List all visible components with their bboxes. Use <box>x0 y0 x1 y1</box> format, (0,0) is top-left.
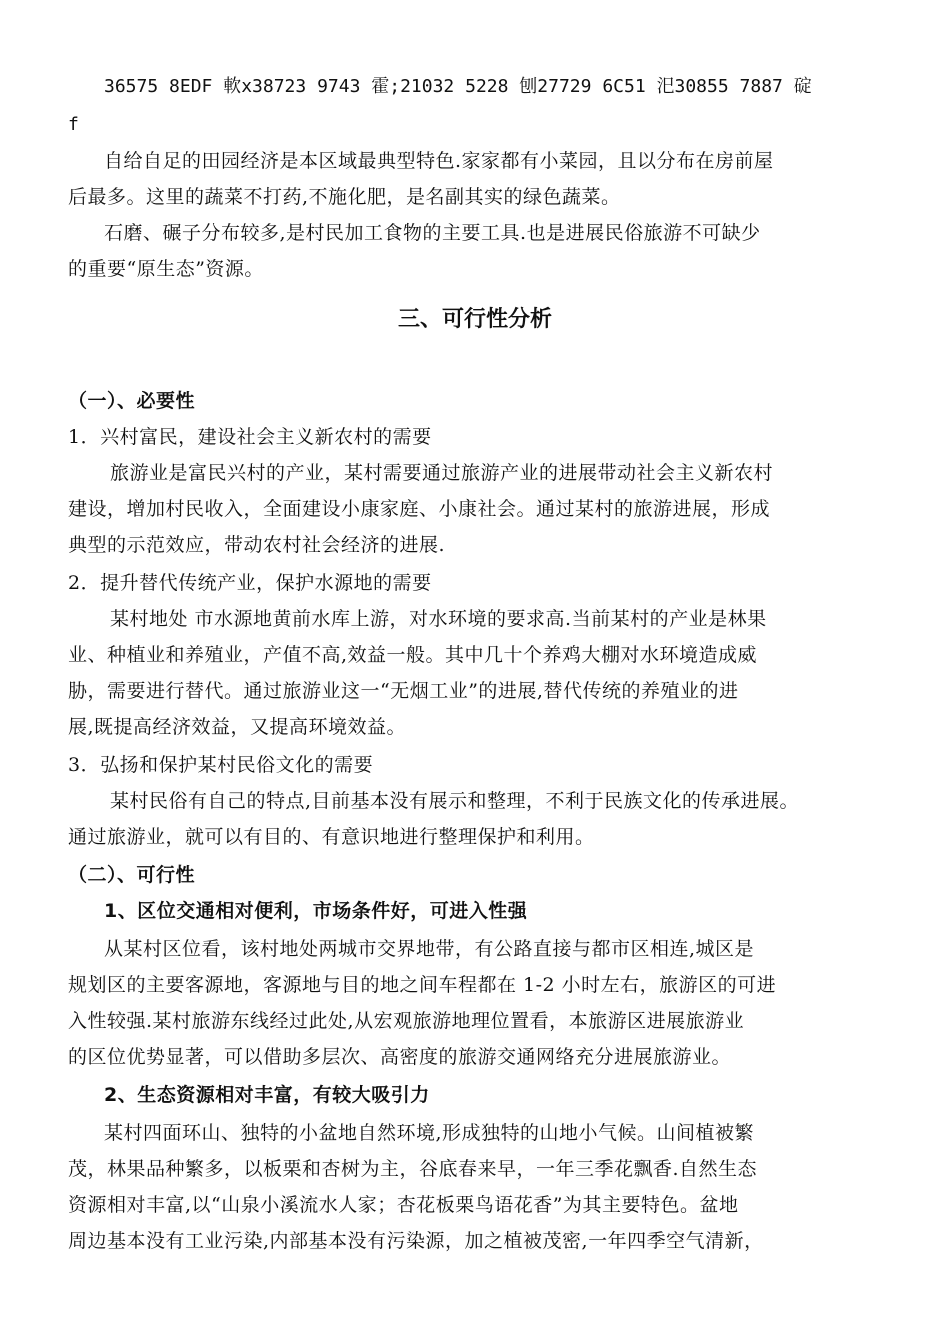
bold-subheading: 2、生态资源相对丰富，有较大吸引力 <box>104 1084 430 1106</box>
bold-subheading: 1、区位交通相对便利，市场条件好，可进入性强 <box>104 900 528 922</box>
numbered-item-heading: 2．提升替代传统产业，保护水源地的需要 <box>68 572 432 594</box>
paragraph-line: 的区位优势显著，可以借助多层次、高密度的旅游交通网络充分进展旅游业。 <box>68 1046 732 1068</box>
paragraph-line: 后最多。这里的蔬菜不打药,不施化肥，是名副其实的绿色蔬菜。 <box>68 186 621 208</box>
paragraph-line: 从某村区位看，该村地处两城市交界地带，有公路直接与都市区相连,城区是 <box>104 938 755 960</box>
numbered-item-heading: 3．弘扬和保护某村民俗文化的需要 <box>68 754 374 776</box>
paragraph-line: 某村四面环山、独特的小盆地自然环境,形成独特的山地小气候。山间植被繁 <box>104 1122 755 1144</box>
encoded-text-line-continued: f <box>68 114 79 135</box>
paragraph-line: 自给自足的田园经济是本区域最典型特色.家家都有小菜园，且以分布在房前屋 <box>104 150 774 172</box>
encoded-text-line: 36575 8EDF 軟x38723 9743 霍;21032 5228 刨27729 6C51 汜30855 7887 碇 <box>104 76 812 97</box>
paragraph-line: 某村地处 市水源地黄前水库上游，对水环境的要求高.当前某村的产业是林果 <box>110 608 767 630</box>
subsection-heading-feasibility: （二）、可行性 <box>68 864 196 886</box>
paragraph-line: 建设，增加村民收入，全面建设小康家庭、小康社会。通过某村的旅游进展，形成 <box>68 498 771 520</box>
paragraph-line: 展,既提高经济效益，又提高环境效益。 <box>68 716 407 738</box>
paragraph-line: 典型的示范效应，带动农村社会经济的进展. <box>68 534 446 556</box>
paragraph-line: 规划区的主要客源地，客源地与目的地之间车程都在 1-2 小时左右，旅游区的可进 <box>68 974 777 996</box>
paragraph-line: 入性较强.某村旅游东线经过此处,从宏观旅游地理位置看，本旅游区进展旅游业 <box>68 1010 745 1032</box>
paragraph-line: 石磨、碾子分布较多,是村民加工食物的主要工具.也是进展民俗旅游不可缺少 <box>104 222 761 244</box>
paragraph-line: 茂，林果品种繁多，以板栗和杏树为主，谷底春来早，一年三季花飘香.自然生态 <box>68 1158 758 1180</box>
section-heading: 三、可行性分析 <box>397 307 552 332</box>
paragraph-line: 周边基本没有工业污染,内部基本没有污染源，加之植被茂密,一年四季空气清新， <box>68 1230 764 1252</box>
numbered-item-heading: 1．兴村富民，建设社会主义新农村的需要 <box>68 426 432 448</box>
paragraph-line: 胁，需要进行替代。通过旅游业这一“无烟工业”的进展,替代传统的养殖业的进 <box>68 680 739 702</box>
paragraph-line: 某村民俗有自己的特点,目前基本没有展示和整理，不利于民族文化的传承进展。 <box>110 790 800 812</box>
paragraph-line: 的重要“原生态”资源。 <box>68 258 264 280</box>
paragraph-line: 旅游业是富民兴村的产业，某村需要通过旅游产业的进展带动社会主义新农村 <box>110 462 774 484</box>
paragraph-line: 资源相对丰富,以“山泉小溪流水人家；杏花板栗鸟语花香”为其主要特色。盆地 <box>68 1194 739 1216</box>
subsection-heading-necessity: （一）、必要性 <box>68 390 196 412</box>
paragraph-line: 通过旅游业，就可以有目的、有意识地进行整理保护和利用。 <box>68 826 595 848</box>
paragraph-line: 业、种植业和养殖业，产值不高,效益一般。其中几十个养鸡大棚对水环境造成威 <box>68 644 758 666</box>
